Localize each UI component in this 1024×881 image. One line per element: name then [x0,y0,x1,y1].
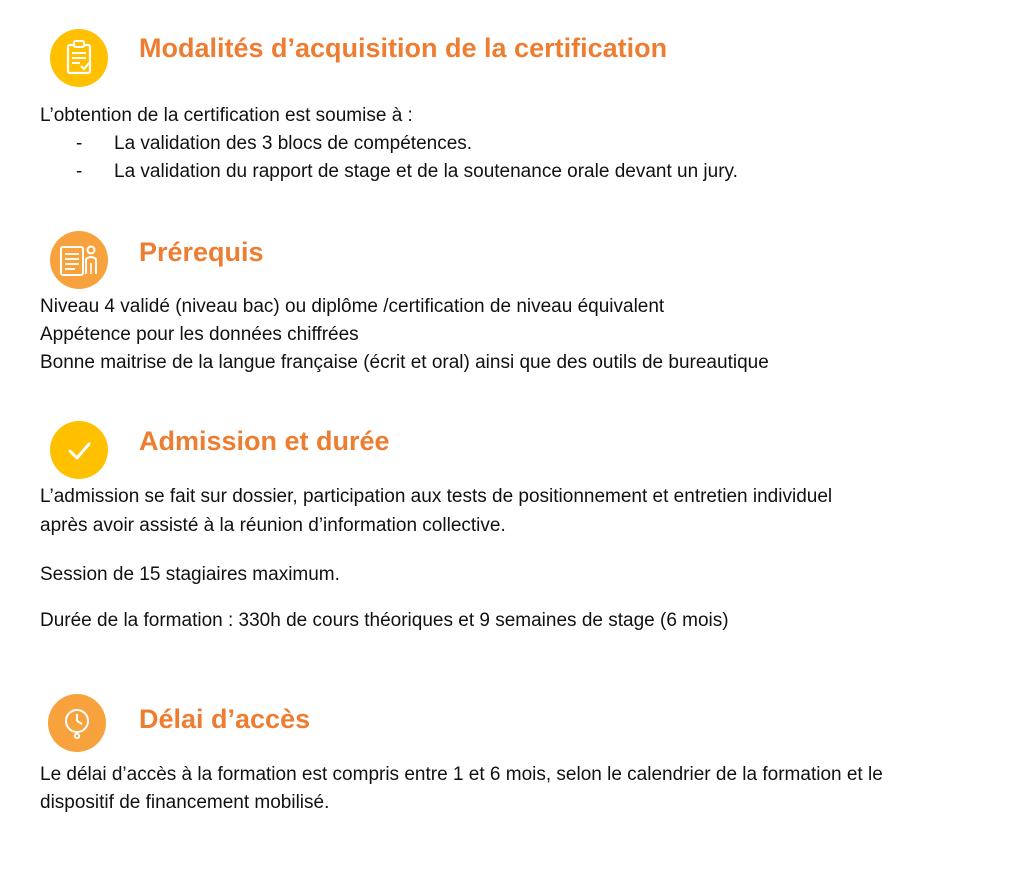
bullet-dash: - [76,161,83,182]
prerequis-line: Niveau 4 validé (niveau bac) ou diplôme /certification de niveau équivalent [40,296,665,317]
admission-duration: Durée de la formation : 330h de cours théoriques et 9 semaines de stage (6 mois) [40,610,729,631]
delai-line: Le délai d’accès à la formation est compris entre 1 et 6 mois, selon le calendrier de la formation et le [40,764,883,785]
bullet-dash: - [76,133,83,154]
checkmark-icon [49,420,109,480]
prerequis-line: Appétence pour les données chiffrées [40,324,359,345]
section-title-prerequis: Prérequis [139,237,264,267]
list-item-text: La validation des 3 blocs de compétences. [114,133,473,154]
clipboard-check-icon [49,28,109,88]
admission-session: Session de 15 stagiaires maximum. [40,564,340,585]
person-document-icon [49,230,109,290]
section-title-certification: Modalités d’acquisition de la certification [139,33,668,63]
admission-paragraph-line: L’admission se fait sur dossier, participation aux tests de positionnement et entretien individuel [40,486,833,507]
certification-intro: L’obtention de la certification est soumise à : [40,105,413,126]
section-title-admission: Admission et durée [139,426,390,456]
section-title-delai: Délai d’accès [139,704,311,734]
admission-paragraph-line: après avoir assisté à la réunion d’information collective. [40,515,506,536]
list-item-text: La validation du rapport de stage et de la soutenance orale devant un jury. [114,161,738,182]
delai-line: dispositif de financement mobilisé. [40,792,330,813]
prerequis-line: Bonne maitrise de la langue française (écrit et oral) ainsi que des outils de bureautique [40,352,769,373]
stopwatch-icon [47,693,107,753]
